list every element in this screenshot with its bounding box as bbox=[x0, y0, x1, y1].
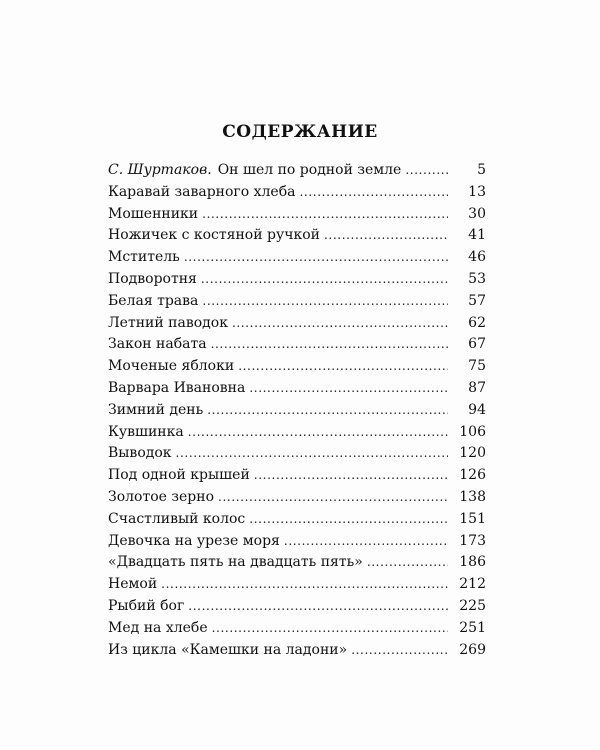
toc-entry-page-number: 41 bbox=[468, 227, 486, 244]
toc-entry-page-number: 186 bbox=[459, 554, 486, 571]
toc-entry bbox=[108, 291, 486, 313]
toc-entry-page-number: 151 bbox=[459, 510, 486, 527]
toc-entry-title: Счастливый колос bbox=[108, 510, 246, 527]
toc-entry-title: Из цикла «Камешки на ладони» bbox=[108, 641, 348, 658]
toc-entry bbox=[108, 574, 486, 596]
dot-leader bbox=[284, 531, 448, 553]
dot-leader bbox=[300, 182, 449, 204]
dot-leader bbox=[176, 443, 448, 465]
dot-leader bbox=[207, 400, 448, 422]
toc-entry-title: Летний паводок bbox=[108, 314, 228, 331]
toc-entry-title: Мед на хлебе bbox=[108, 619, 208, 636]
toc-entry-page-number: 212 bbox=[459, 576, 486, 593]
toc-entry bbox=[108, 443, 486, 465]
toc-entry-title: Моченые яблоки bbox=[108, 358, 235, 375]
toc-entry-page-number: 13 bbox=[468, 183, 486, 200]
page-title: СОДЕРЖАНИЕ bbox=[222, 122, 378, 142]
toc-entry bbox=[108, 160, 486, 182]
toc-entry-title: Золотое зерно bbox=[108, 488, 215, 505]
toc-entry-page-number: 251 bbox=[459, 619, 486, 636]
table-of-contents bbox=[108, 160, 486, 661]
toc-entry-page-number: 94 bbox=[468, 401, 486, 418]
toc-entry-title: Немой bbox=[108, 576, 158, 593]
toc-entry bbox=[108, 531, 486, 553]
toc-entry-title: Ножичек с костяной ручкой bbox=[108, 227, 320, 244]
toc-entry bbox=[108, 400, 486, 422]
toc-entry-title: Зимний день bbox=[108, 401, 204, 418]
dot-leader bbox=[202, 291, 448, 313]
toc-entry-page-number: 87 bbox=[468, 379, 486, 396]
toc-entry-title: Мошенники bbox=[108, 205, 199, 222]
toc-entry bbox=[108, 313, 486, 335]
toc-entry-title: «Двадцать пять на двадцать пять» bbox=[108, 554, 363, 571]
dot-leader bbox=[161, 574, 448, 596]
toc-entry bbox=[108, 640, 486, 662]
dot-leader bbox=[351, 640, 448, 662]
toc-entry-title: Мститель bbox=[108, 249, 180, 266]
dot-leader bbox=[212, 618, 448, 640]
toc-entry bbox=[108, 334, 486, 356]
toc-entry-title: Кувшинка bbox=[108, 423, 184, 440]
toc-entry-title: Девочка на урезе моря bbox=[108, 532, 280, 549]
dot-leader bbox=[184, 247, 448, 269]
toc-entry-title: Подворотня bbox=[108, 270, 197, 287]
toc-entry-title: Варвара Ивановна bbox=[108, 379, 246, 396]
toc-entry-title: Каравай заварного хлеба bbox=[108, 183, 296, 200]
dot-leader bbox=[367, 552, 448, 574]
toc-entry-page-number: 62 bbox=[468, 314, 486, 331]
toc-entry bbox=[108, 618, 486, 640]
dot-leader bbox=[202, 204, 448, 226]
dot-leader bbox=[249, 509, 448, 531]
dot-leader bbox=[201, 269, 448, 291]
dot-leader bbox=[249, 378, 448, 400]
toc-entry-page-number: 75 bbox=[468, 358, 486, 375]
dot-leader bbox=[188, 422, 448, 444]
toc-entry-page-number: 30 bbox=[468, 205, 486, 222]
toc-entry-page-number: 120 bbox=[459, 445, 486, 462]
toc-entry-title: Белая трава bbox=[108, 292, 199, 309]
toc-entry-page-number: 106 bbox=[459, 423, 486, 440]
toc-entry-title: Выводок bbox=[108, 445, 172, 462]
toc-entry bbox=[108, 487, 486, 509]
toc-entry-title: Он шел по родной земле bbox=[217, 162, 402, 178]
dot-leader bbox=[218, 487, 448, 509]
toc-entry-page-number: 57 bbox=[468, 292, 486, 309]
toc-entry-title: Закон набата bbox=[108, 336, 207, 353]
toc-entry bbox=[108, 225, 486, 247]
toc-entry-page-number: 225 bbox=[459, 597, 486, 614]
toc-entry bbox=[108, 422, 486, 444]
toc-entry bbox=[108, 465, 486, 487]
dot-leader bbox=[238, 356, 448, 378]
toc-entry bbox=[108, 596, 486, 618]
toc-entry bbox=[108, 204, 486, 226]
toc-entry bbox=[108, 552, 486, 574]
dot-leader bbox=[324, 225, 448, 247]
toc-entry-page-number: 53 bbox=[468, 270, 486, 287]
dot-leader bbox=[232, 313, 448, 335]
toc-entry bbox=[108, 378, 486, 400]
toc-entry bbox=[108, 509, 486, 531]
toc-entry-page-number: 269 bbox=[459, 641, 486, 658]
toc-entry bbox=[108, 247, 486, 269]
toc-entry-title: Под одной крышей bbox=[108, 467, 250, 484]
toc-entry-page-number: 67 bbox=[468, 336, 486, 353]
toc-entry-page-number: 46 bbox=[468, 249, 486, 266]
dot-leader bbox=[254, 465, 448, 487]
toc-entry-title: Рыбий бог bbox=[108, 597, 185, 614]
dot-leader bbox=[188, 596, 448, 618]
dot-leader bbox=[405, 160, 448, 182]
toc-entry-page-number: 173 bbox=[459, 532, 486, 549]
dot-leader bbox=[211, 334, 448, 356]
toc-entry-author: С. Шуртаков. bbox=[108, 162, 212, 178]
toc-entry-page-number: 5 bbox=[477, 162, 486, 178]
toc-entry-page-number: 138 bbox=[459, 488, 486, 505]
toc-entry bbox=[108, 269, 486, 291]
toc-entry bbox=[108, 356, 486, 378]
toc-entry bbox=[108, 182, 486, 204]
toc-entry-page-number: 126 bbox=[459, 467, 486, 484]
